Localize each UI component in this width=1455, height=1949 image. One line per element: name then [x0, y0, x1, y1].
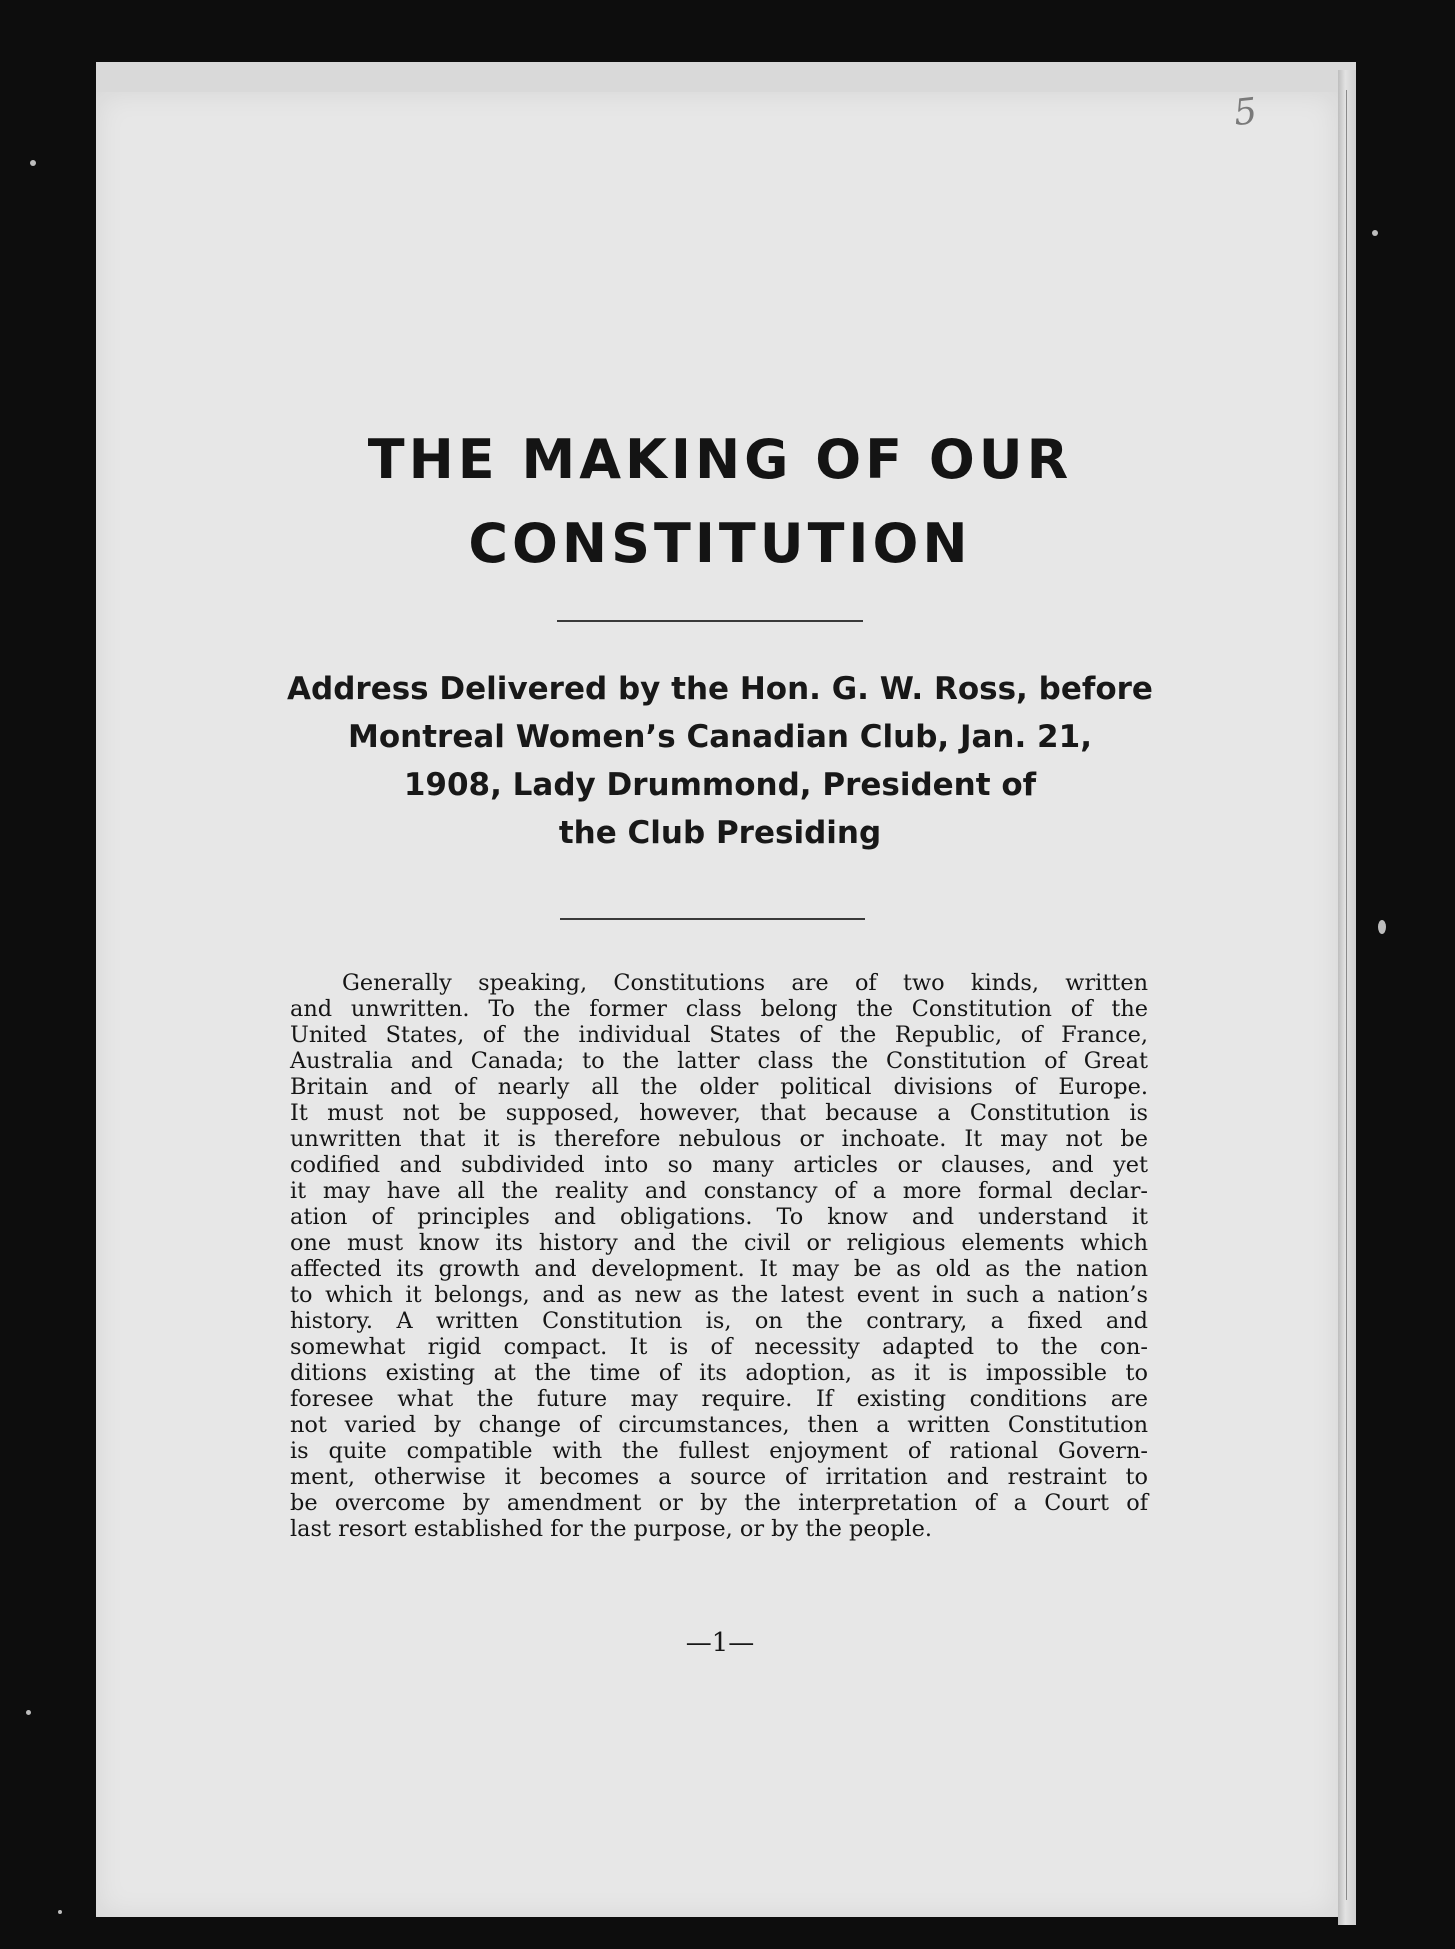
body-line: codified and subdivided into so many articles or clauses, and yet — [290, 1152, 1148, 1178]
body-line: United States, of the individual States of the Republic, of France, — [290, 1022, 1148, 1048]
title-divider — [557, 620, 863, 622]
body-line: be overcome by amendment or by the interpretation of a Court of — [290, 1490, 1148, 1516]
body-line: unwritten that it is therefore nebulous or inchoate. It may not be — [290, 1126, 1148, 1152]
subtitle-divider — [560, 918, 865, 920]
subtitle-line-3: 1908, Lady Drummond, President of — [403, 767, 1037, 803]
page-number: —1— — [685, 1628, 755, 1658]
page-edge — [1338, 70, 1356, 1925]
subtitle-line-2: Montreal Women’s Canadian Club, Jan. 21, — [348, 719, 1092, 755]
scan-speck — [1372, 230, 1378, 236]
scan-speck — [30, 160, 36, 166]
body-line: foresee what the future may require. If existing conditions are — [290, 1386, 1148, 1412]
body-paragraph — [290, 970, 1148, 1542]
body-line: ditions existing at the time of its adoption, as it is impossible to — [290, 1360, 1148, 1386]
subtitle-line-4: the Club Presiding — [558, 815, 882, 851]
document-title — [180, 418, 1260, 586]
body-line: Australia and Canada; to the latter class the Constitution of Great — [290, 1048, 1148, 1074]
subtitle-line-1: Address Delivered by the Hon. G. W. Ross, before — [287, 671, 1153, 707]
title-line-1: THE MAKING OF OUR — [367, 428, 1073, 491]
body-line: somewhat rigid compact. It is of necessity adapted to the con- — [290, 1334, 1148, 1360]
body-line: history. A written Constitution is, on the contrary, a fixed and — [290, 1308, 1148, 1334]
scan-speck — [58, 1910, 62, 1914]
document-subtitle — [230, 665, 1210, 857]
body-line: ation of principles and obligations. To know and understand it — [290, 1204, 1148, 1230]
page-edge-line — [1346, 90, 1347, 1900]
body-line: is quite compatible with the fullest enjoyment of rational Govern- — [290, 1438, 1148, 1464]
body-line: it may have all the reality and constancy of a more formal declar- — [290, 1178, 1148, 1204]
scan-speck — [1378, 920, 1386, 934]
body-line: last resort established for the purpose, or by the people. — [290, 1516, 932, 1542]
body-line: to which it belongs, and as new as the latest event in such a nation’s — [290, 1282, 1148, 1308]
scan-speck — [26, 1710, 31, 1715]
body-line: Generally speaking, Constitutions are of two kinds, written — [342, 970, 1148, 996]
body-line: not varied by change of circumstances, then a written Constitution — [290, 1412, 1148, 1438]
title-line-2: CONSTITUTION — [468, 512, 972, 575]
body-line: one must know its history and the civil or religious elements which — [290, 1230, 1148, 1256]
body-line: ment, otherwise it becomes a source of irritation and restraint to — [290, 1464, 1148, 1490]
body-line: affected its growth and development. It may be as old as the nation — [290, 1256, 1148, 1282]
page-top-shadow — [96, 62, 1356, 92]
handwritten-corner-note: 5 — [1231, 90, 1259, 135]
body-line: Britain and of nearly all the older political divisions of Europe. — [290, 1074, 1148, 1100]
body-line: and unwritten. To the former class belong the Constitution of the — [290, 996, 1148, 1022]
body-line: It must not be supposed, however, that because a Constitution is — [290, 1100, 1148, 1126]
